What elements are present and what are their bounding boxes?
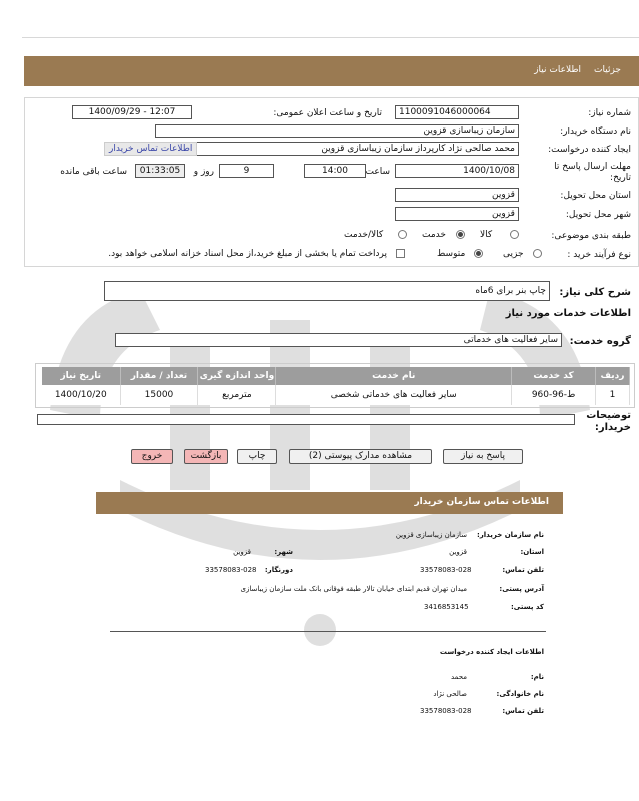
group-field: سایر فعالیت های خدماتی (115, 333, 562, 347)
city-field: قزوین (395, 207, 519, 221)
contact-province-label: استان: (520, 548, 544, 556)
contact-divider (110, 631, 546, 632)
attachments-button[interactable]: مشاهده مدارک پیوستی (2) (289, 449, 432, 464)
process-label: نوع فرآیند خرید : (567, 250, 631, 260)
cell-code: ط-96-960 (512, 385, 596, 405)
col-row: ردیف (596, 367, 630, 385)
buyer-contact-link[interactable]: اطلاعات تماس خریدار (104, 142, 197, 156)
contact-address-label: آدرس پستی: (499, 585, 544, 593)
deadline-label-2: تاریخ: (610, 173, 631, 183)
buyer-notes-field (37, 414, 575, 425)
cell-date: 1400/10/20 (42, 385, 120, 405)
need-info-panel (24, 97, 639, 267)
contact-city-value: قزوین (233, 548, 251, 556)
days-remaining-field: 9 (219, 164, 274, 178)
back-button[interactable]: بازگشت (184, 449, 228, 464)
contact-city-label: شهر: (274, 548, 293, 556)
radio-partial-label: جزیی (503, 249, 524, 259)
group-label: گروه خدمت: (569, 336, 631, 347)
creator-field: محمد صالحی نژاد کارپرداز سازمان زیباسازی قزوین (195, 142, 519, 156)
radio-goods-service[interactable] (398, 230, 407, 239)
contact-phone-value: 33578083-028 (420, 566, 472, 574)
reply-button[interactable]: پاسخ به نیاز (443, 449, 523, 464)
need-number-field: 1100091046000064 (395, 105, 519, 119)
announce-date-field: 1400/09/29 - 12:07 (72, 105, 192, 119)
contact-org-value: سازمان زیباسازی قزوین (395, 531, 467, 539)
creator-label: ایجاد کننده درخواست: (548, 145, 631, 155)
table-row (42, 385, 630, 405)
contact-fax-label: دورنگار: (264, 566, 293, 574)
header-bar (24, 56, 639, 86)
treasury-checkbox[interactable] (396, 249, 405, 258)
buyer-notes-label: توضیحات خریدار: (586, 410, 631, 433)
announce-date-label: تاریخ و ساعت اعلان عمومی: (273, 108, 382, 118)
cell-row: 1 (596, 385, 630, 405)
radio-service-label: خدمت (422, 230, 446, 240)
radio-partial[interactable] (533, 249, 542, 258)
contact-org-label: نام سازمان خریدار: (476, 531, 544, 539)
remaining-time-field: 01:33:05 (135, 164, 185, 178)
top-divider (22, 37, 639, 38)
deadline-date-field: 1400/10/08 (395, 164, 519, 178)
radio-goods-label: کالا (480, 230, 493, 240)
payment-note: پرداخت تمام یا بخشی از مبلغ خرید،از محل اسناد خزانه اسلامی خواهد بود. (108, 249, 387, 259)
summary-field: چاپ بنر برای 6ماه (104, 281, 550, 301)
contact-province-value: قزوین (449, 548, 467, 556)
days-label: روز و (193, 167, 214, 177)
table-header-row (42, 367, 630, 385)
radio-goods-service-label: کالا/خدمت (344, 230, 384, 240)
print-button[interactable]: چاپ (237, 449, 277, 464)
col-name: نام خدمت (276, 367, 512, 385)
contact-section-title: اطلاعات تماس سازمان خریدار (414, 497, 549, 507)
contact-postal-value: 3416853145 (424, 603, 469, 611)
col-code: کد خدمت (512, 367, 596, 385)
cell-qty: 15000 (120, 385, 198, 405)
radio-medium[interactable] (474, 249, 483, 258)
services-title: اطلاعات خدمات مورد نیاز (505, 308, 631, 319)
buyer-org-label: نام دستگاه خریدار: (560, 127, 631, 137)
cell-unit: مترمربع (198, 385, 276, 405)
deadline-time-field: 14:00 (304, 164, 366, 178)
contact-phone-label: تلفن تماس: (502, 566, 544, 574)
cell-name: سایر فعالیت های خدماتی شخصی (276, 385, 512, 405)
col-date: تاریخ نیاز (42, 367, 120, 385)
province-label: استان محل تحویل: (560, 191, 631, 201)
city-label: شهر محل تحویل: (565, 210, 631, 220)
col-qty: تعداد / مقدار (120, 367, 198, 385)
contact-address-value: میدان تهران قدیم ابتدای خیابان تالار طبقه فوقانی بانک ملت سازمان زیباسازی (240, 585, 467, 593)
tab-need-info[interactable]: اطلاعات نیاز (534, 65, 581, 75)
buyer-org-field: سازمان زیباسازی قزوین (155, 124, 519, 138)
remaining-label: ساعت باقی مانده (60, 167, 127, 177)
creator-name-value: محمد (451, 673, 467, 681)
creator-family-label: نام خانوادگی: (496, 690, 544, 698)
creator-info-title: اطلاعات ایجاد کننده درخواست (439, 648, 544, 656)
creator-name-label: نام: (530, 673, 544, 681)
contact-fax-value: 33578083-028 (205, 566, 257, 574)
exit-button[interactable]: خروج (131, 449, 173, 464)
tab-details[interactable]: جزئیات (594, 65, 621, 75)
creator-phone-value: 33578083-028 (420, 707, 472, 715)
services-table (42, 367, 630, 405)
contact-postal-label: کد پستی: (510, 603, 544, 611)
province-field: قزوین (395, 188, 519, 202)
col-unit: واحد اندازه گیری (198, 367, 276, 385)
category-label: طبقه بندی موضوعی: (551, 231, 631, 241)
contact-section-header (96, 492, 563, 514)
deadline-time-label: ساعت (365, 167, 390, 177)
services-table-box (35, 363, 635, 408)
radio-service[interactable] (456, 230, 465, 239)
need-number-label: شماره نیاز: (588, 108, 631, 118)
summary-label: شرح کلی نیاز: (559, 287, 631, 298)
radio-medium-label: متوسط (437, 249, 466, 259)
deadline-label-1: مهلت ارسال پاسخ تا (554, 162, 631, 172)
radio-goods[interactable] (510, 230, 519, 239)
creator-phone-label: تلفن تماس: (502, 707, 544, 715)
creator-family-value: صالحی نژاد (433, 690, 467, 698)
